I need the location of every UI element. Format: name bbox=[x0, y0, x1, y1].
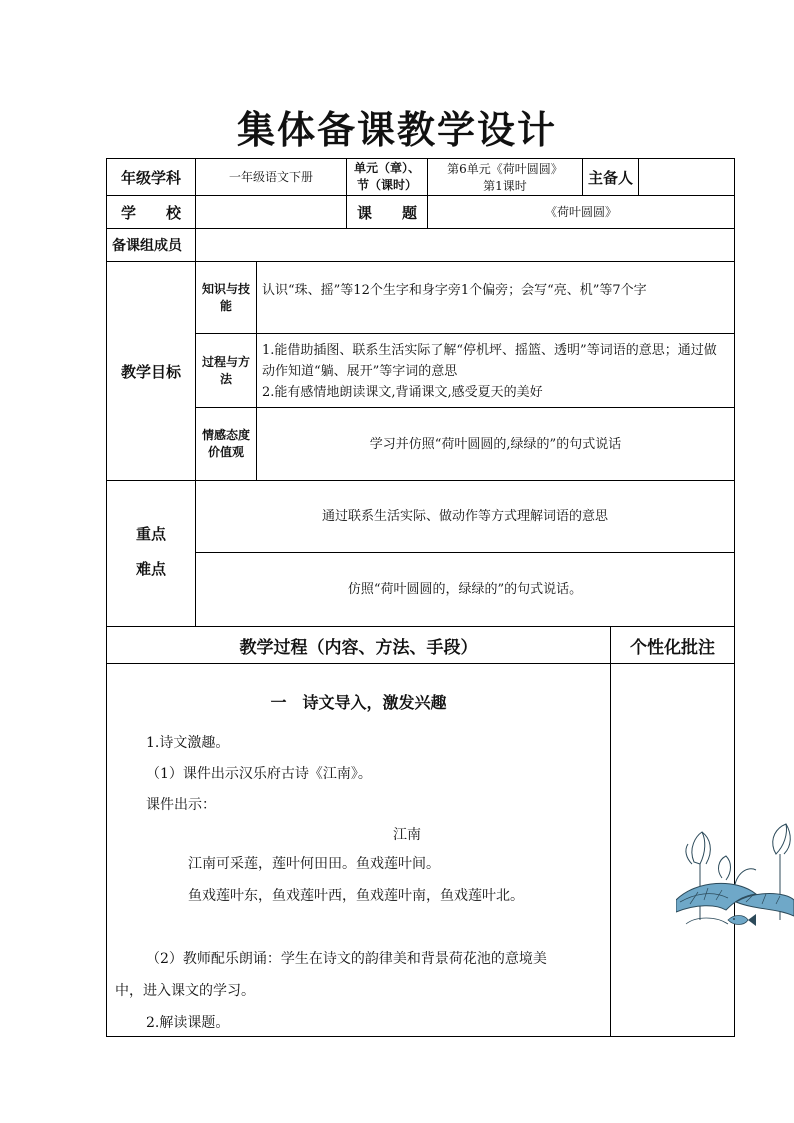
key-point-text: 通过联系生活实际、做动作等方式理解词语的意思 bbox=[321, 509, 608, 524]
table-border bbox=[195, 333, 735, 334]
paragraph-3: 课件出示： bbox=[146, 797, 216, 813]
document-title: 集体备课教学设计 bbox=[236, 108, 557, 152]
poem-line-1: 江南可采莲，莲叶何田田。鱼戏莲叶间。 bbox=[188, 856, 440, 872]
table-border bbox=[106, 663, 735, 664]
school-label: 学 校 bbox=[120, 203, 181, 222]
key-difficulty-label bbox=[107, 481, 195, 626]
emotion-values-text: 学习并仿照“荷叶圆圆的,绿绿的”的句式说话 bbox=[369, 436, 622, 452]
process-method-label: 过程与方法 bbox=[201, 354, 250, 386]
process-method-line1: 1.能借助插图、联系生活实际了解“停机坪、摇篮、透明”等词语的意思；通过做动作知道“躺、展开”等字词的意思 bbox=[262, 343, 717, 379]
preparer-value[interactable] bbox=[639, 159, 734, 195]
unit-section-value bbox=[428, 159, 582, 195]
poem-line-2: 鱼戏莲叶东，鱼戏莲叶西，鱼戏莲叶南，鱼戏莲叶北。 bbox=[188, 888, 524, 904]
poem-title: 江南 bbox=[393, 827, 421, 843]
unit-value-line2: 第1课时 bbox=[483, 179, 527, 193]
teaching-goals-label: 教学目标 bbox=[120, 362, 181, 381]
paragraph-4-line-1: （2）教师配乐朗诵：学生在诗文的韵律美和背景荷花池的意境美 bbox=[146, 951, 547, 967]
lotus-pond-illustration bbox=[676, 820, 794, 938]
topic-label: 课 题 bbox=[356, 203, 417, 222]
table-border bbox=[106, 1036, 735, 1037]
knowledge-skill-label: 知识与技能 bbox=[201, 281, 250, 313]
paragraph-4-line-2: 中，进入课文的学习。 bbox=[115, 983, 255, 999]
difficulty-label: 难点 bbox=[135, 560, 166, 578]
unit-section-label: 单元（章）、节（课时） bbox=[353, 161, 420, 192]
topic-value: 《荷叶圆圆》 bbox=[544, 204, 617, 219]
emotion-values-label: 情感态度价值观 bbox=[201, 428, 250, 459]
process-method-text bbox=[262, 340, 728, 406]
members-label: 备课组成员 bbox=[112, 238, 182, 254]
difficulty-text: 仿照“荷叶圆圆的，绿绿的”的句式说话。 bbox=[347, 582, 583, 597]
school-value[interactable] bbox=[196, 196, 346, 228]
notes-header: 个性化批注 bbox=[630, 637, 715, 658]
paragraph-2: （1）课件出示汉乐府古诗《江南》。 bbox=[146, 766, 372, 782]
grade-subject-label: 年级学科 bbox=[120, 168, 181, 187]
preparer-label: 主备人 bbox=[587, 168, 633, 187]
knowledge-skill-text: 认识“珠、摇”等12个生字和身字旁1个偏旁；会写“亮、机”等7个字 bbox=[262, 283, 647, 298]
process-method-line2: 2.能有感情地朗读课文,背诵课文,感受夏天的美好 bbox=[262, 385, 543, 400]
members-value[interactable] bbox=[196, 229, 734, 261]
section-title: 一 诗文导入，激发兴趣 bbox=[270, 693, 447, 712]
key-label: 重点 bbox=[135, 525, 166, 543]
paragraph-1: 1.诗文激趣。 bbox=[146, 735, 230, 751]
grade-subject-value: 一年级语文下册 bbox=[228, 169, 313, 184]
unit-value-line1: 第6单元《荷叶圆圆》 bbox=[447, 162, 563, 176]
paragraph-5: 2.解读课题。 bbox=[146, 1015, 230, 1031]
process-header: 教学过程（内容、方法、手段） bbox=[239, 637, 478, 658]
